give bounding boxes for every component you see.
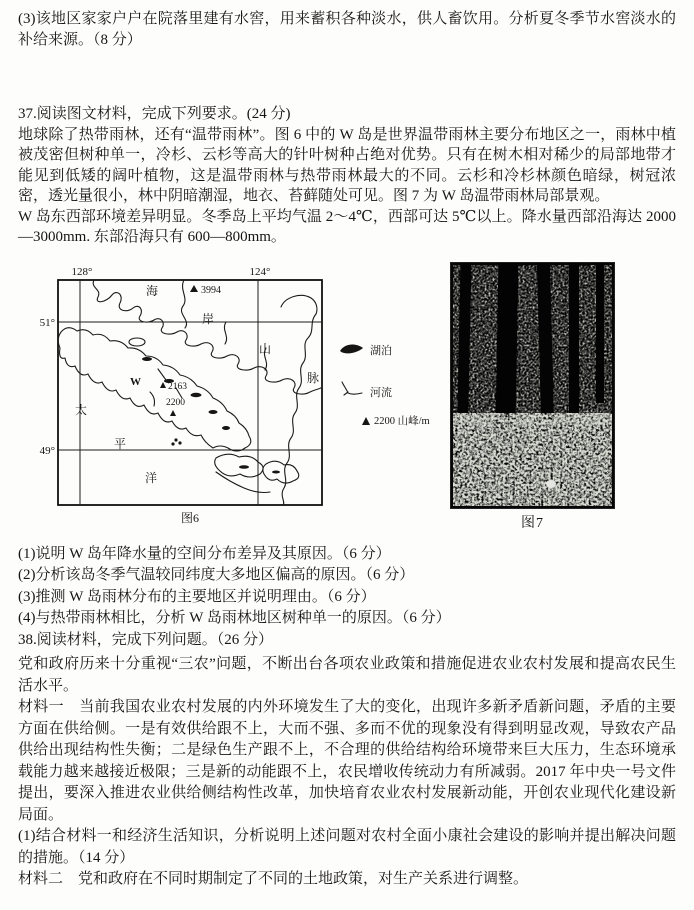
photo-highlight-2 [582, 449, 585, 452]
legend-lake-label: 湖泊 [370, 344, 392, 357]
legend-peak-icon [362, 417, 370, 425]
south-island-2 [263, 461, 299, 483]
island-river-1 [158, 369, 166, 380]
figure7-caption: 图7 [521, 515, 544, 531]
photo-highlight-1 [485, 461, 488, 464]
question-37-3: (3)推测 W 岛雨林分布的主要地区并说明理由。（6 分） [18, 588, 376, 605]
fjord-inlet-2 [224, 322, 226, 344]
south-island-1 [215, 454, 263, 477]
lon-label-124: 124° [249, 265, 271, 278]
question-38-header: 38.阅读材料，完成下列问题。（26 分） [18, 631, 274, 648]
question-38-1: (1)结合材料一和经济生活知识，分析说明上述问题对农村全面小康社会建设的影响并提出解决问题的措施。（14 分） [18, 828, 676, 866]
range-char-an: 岸 [202, 311, 215, 326]
mainland-coastline [93, 280, 322, 394]
question-38-intro: 党和政府历来十分重视“三农”问题，不断出台各项农业政策和措施促进农业农村发展和提高农民生活水平。 [18, 656, 676, 694]
island-lake-4 [209, 410, 218, 414]
ocean-char-yang: 洋 [145, 470, 158, 485]
legend-river-label: 河流 [370, 386, 392, 399]
ocean-char-tai: 太 [75, 402, 88, 417]
tree-trunk-5 [596, 263, 604, 403]
islet-dot-1 [174, 438, 177, 441]
island-lake-3 [191, 392, 202, 396]
photo-bright-spot [546, 480, 556, 488]
map-frame [58, 280, 322, 505]
question-37-intro: 地球除了热带雨林，还有“温带雨林”。图 6 中的 W 岛是世界温带雨林主要分布地区之一，雨林中植被茂密但树种单一，冷杉、云杉等高大的针叶树种占绝对优势。只有在树木相对稀少的局部地带才能见到低矮的阔叶植物，这是温带雨林与热带雨林最大的不同。云杉和冷杉林颜色暗绿，树冠浓密，透光量很小，林中阴暗潮湿，地衣、苔藓随处可见。图 7 为 W 岛温带雨林局部景观。 [18, 126, 676, 204]
legend-peak-label: 2200 山峰/m [374, 415, 430, 427]
peak-icon-3994 [190, 285, 198, 292]
range-char-hai: 海 [146, 283, 159, 298]
photo-canopy-texture [453, 265, 612, 425]
lat-label-49: 49° [39, 444, 55, 457]
lat-label-51: 51° [39, 316, 55, 329]
lon-label-128: 128° [71, 265, 93, 278]
tree-trunk-3 [569, 263, 579, 413]
strait-islet [129, 338, 145, 346]
figure6-map [30, 262, 450, 532]
south-lake-1 [239, 465, 249, 469]
peak-icon-2163 [160, 382, 166, 388]
peak-label-3994: 3994 [201, 284, 221, 296]
question-37-4: (4)与热带雨林相比，分析 W 岛雨林地区树种单一的原因。（6 分） [18, 610, 451, 626]
question-37-header: 37.阅读图文材料，完成下列要求。(24 分) [18, 106, 291, 122]
legend-river-icon-tick [344, 392, 348, 395]
question-36-part3: (3)该地区家家户户在院落里建有水窖，用来蓄积各种淡水，供人畜饮用。分析夏冬季节水窖淡水的补给来源。（8 分） [18, 11, 676, 48]
island-w-label: W [130, 375, 141, 388]
peak-label-2200: 2200 [166, 397, 185, 408]
islet-dot-2 [178, 441, 181, 444]
fjord-inlet-1 [181, 280, 186, 328]
coast-hook-northeast [281, 295, 317, 314]
figure6-caption: 图6 [180, 510, 200, 525]
figure7-photo [450, 262, 615, 509]
question-37-2: (2)分析该岛冬季气温较同纬度大多地区偏高的原因。（6 分） [18, 567, 415, 583]
question-38-material2: 材料二 党和政府在不同时期制定了不同的土地政策，对生产关系进行调整。 [18, 871, 529, 887]
island-lake-1 [142, 357, 152, 361]
question-37-subquestions [18, 544, 676, 652]
island-w-outline [58, 327, 251, 450]
tree-trunk-1 [496, 262, 519, 427]
legend-lake-icon [340, 344, 363, 353]
photo-understory-texture [453, 413, 612, 506]
islet-dot-3 [171, 442, 174, 445]
figures-row [30, 262, 676, 532]
island-lake-5 [222, 426, 230, 430]
south-lake-2 [272, 470, 280, 473]
ocean-char-ping: 平 [114, 436, 127, 451]
question-37-island-info: W 岛东西部环境差异明显。冬季岛上平均气温 2～4℃，西部可达 5℃以上。降水量西部沿海达 2000—3000mm. 东部沿海只有 600—800mm。 [18, 208, 676, 245]
range-char-shan: 山 [259, 341, 272, 356]
peak-label-2163: 2163 [168, 381, 187, 392]
range-char-mai: 脉 [307, 370, 320, 385]
figure7-photo-block [450, 262, 615, 532]
question-38-material1: 材料一 当前我国农业农村发展的内外环境发生了大的变化，出现许多新矛盾新问题，矛盾的主要方面在供给侧。一是有效供给跟不上，大而不强、多而不优的现象没有得到明显改观，导致农产品供给出现结构性失衡；二是绿色生产跟不上，不合理的供给结构给环境带来巨大压力，生态环境承载能力越来越接近极限；三是新的动能跟不上，农民增收传统动力有所减弱。2017 年中央一号文件提出，要深入推进农业供给侧结构性改革，加快培育农业农村发展新动能，开创农业现代化建设新局面。 [18, 699, 676, 823]
question-37-1: (1)说明 W 岛年降水量的空间分布差异及其原因。（6 分） [18, 545, 391, 562]
legend-river-icon [342, 382, 362, 394]
peak-icon-2200 [170, 410, 176, 416]
island-river-3 [150, 392, 155, 406]
